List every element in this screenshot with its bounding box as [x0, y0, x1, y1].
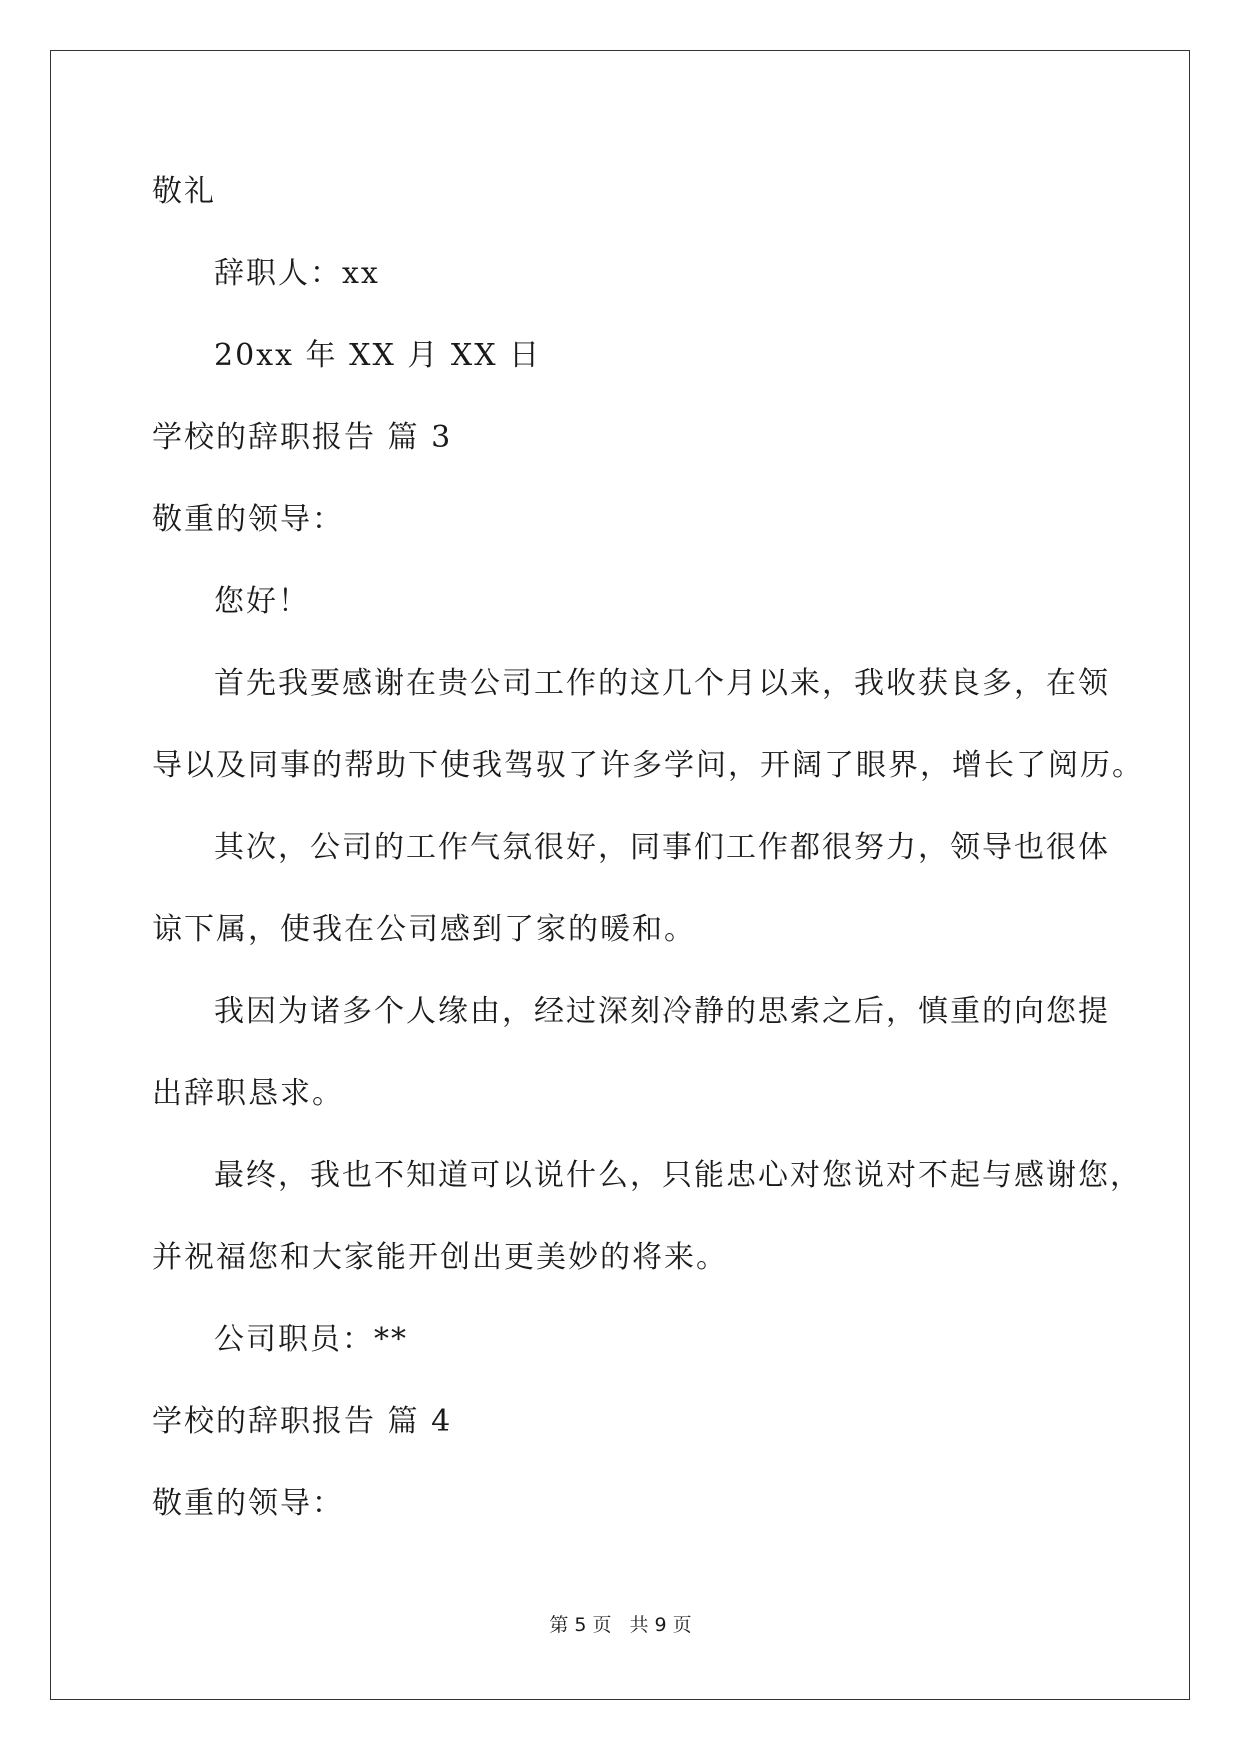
resigner-signature: 辞职人：xx — [214, 256, 380, 291]
section-heading-3: 学校的辞职报告 篇 3 — [152, 420, 453, 455]
page-number-total: 共 9 页 — [629, 1614, 692, 1636]
signature-date: 20xx 年 XX 月 XX 日 — [214, 338, 542, 373]
section-heading-4: 学校的辞职报告 篇 4 — [152, 1404, 453, 1439]
page-number-current: 第 5 页 — [549, 1614, 612, 1636]
letter-salutation: 敬重的领导： — [152, 1486, 344, 1521]
paragraph-line: 谅下属，使我在公司感到了家的暖和。 — [152, 912, 696, 947]
paragraph-line: 其次，公司的工作气氛很好，同事们工作都很努力，领导也很体 — [214, 830, 1110, 865]
employee-signature: 公司职员：** — [214, 1322, 408, 1357]
closing-salutation: 敬礼 — [152, 174, 216, 209]
greeting: 您好！ — [214, 584, 310, 619]
paragraph-line: 首先我要感谢在贵公司工作的这几个月以来，我收获良多，在领 — [214, 666, 1110, 701]
paragraph-line: 我因为诸多个人缘由，经过深刻冷静的思索之后，慎重的向您提 — [214, 994, 1110, 1029]
page-border — [50, 50, 1190, 1700]
paragraph-line: 导以及同事的帮助下使我驾驭了许多学问，开阔了眼界，增长了阅历。 — [152, 748, 1144, 783]
page-footer — [0, 1612, 1241, 1638]
letter-salutation: 敬重的领导： — [152, 502, 344, 537]
paragraph-line: 出辞职恳求。 — [152, 1076, 344, 1111]
paragraph-line: 最终，我也不知道可以说什么，只能忠心对您说对不起与感谢您， — [214, 1158, 1142, 1193]
paragraph-line: 并祝福您和大家能开创出更美妙的将来。 — [152, 1240, 728, 1275]
